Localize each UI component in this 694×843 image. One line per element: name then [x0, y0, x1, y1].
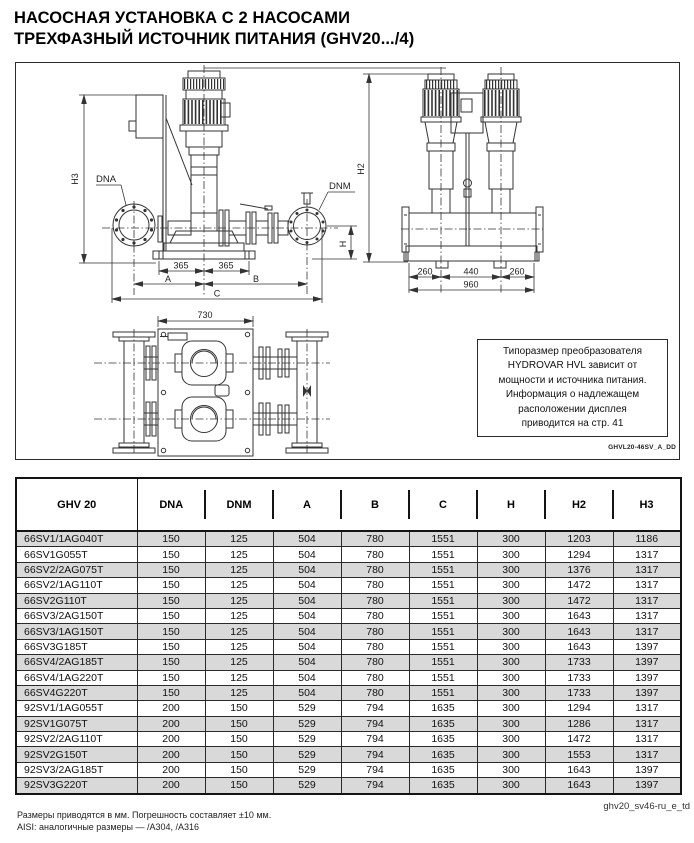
dimension-cell: 1317 — [613, 593, 681, 608]
dimension-cell: 780 — [341, 593, 409, 608]
model-cell: 66SV3/2AG150T — [16, 608, 137, 623]
dimension-cell: 300 — [477, 670, 545, 685]
dimension-cell: 150 — [137, 562, 205, 577]
dimension-cell: 1317 — [613, 547, 681, 562]
dimension-cell: 300 — [477, 639, 545, 654]
front-view-drawing — [102, 65, 446, 295]
dimension-cell: 504 — [273, 593, 341, 608]
dimension-cell: 1397 — [613, 655, 681, 670]
dimension-cell: 1551 — [409, 593, 477, 608]
dimension-cell: 1397 — [613, 778, 681, 794]
dimension-cell: 1635 — [409, 732, 477, 747]
dimension-cell: 125 — [205, 655, 273, 670]
dimension-cell: 504 — [273, 578, 341, 593]
dimension-cell: 1472 — [545, 732, 613, 747]
dna-label: DNA — [96, 174, 117, 185]
dimension-cell: 200 — [137, 701, 205, 716]
dimension-cell: 1635 — [409, 747, 477, 762]
dimension-cell: 150 — [137, 608, 205, 623]
note-line: HYDROVAR HVL зависит от — [507, 360, 638, 371]
header-c: C — [409, 478, 477, 531]
side-view-labels — [356, 163, 525, 289]
note-line: Информация о надлежащем — [505, 389, 640, 400]
dimension-cell: 504 — [273, 608, 341, 623]
dimension-cell: 504 — [273, 531, 341, 547]
dimension-cell: 504 — [273, 547, 341, 562]
dimension-cell: 1203 — [545, 531, 613, 547]
dimension-cell: 780 — [341, 578, 409, 593]
dimension-cell: 780 — [341, 639, 409, 654]
note-line: мощности и источника питания. — [498, 374, 647, 386]
drawing-id: GHVL20-46SV_A_DD — [608, 444, 676, 451]
dimension-cell: 125 — [205, 531, 273, 547]
dimension-cell: 794 — [341, 732, 409, 747]
dimension-cell: 1317 — [613, 701, 681, 716]
model-cell: 66SV1/1AG040T — [16, 531, 137, 547]
side-view-drawing — [401, 67, 544, 295]
note-line: расположении дисплея — [518, 403, 627, 415]
model-cell: 66SV3/1AG150T — [16, 624, 137, 639]
footer-notes — [17, 810, 271, 833]
dimension-cell: 150 — [137, 624, 205, 639]
dimension-cell: 504 — [273, 624, 341, 639]
header-h: H — [477, 478, 545, 531]
dimension-cell: 1551 — [409, 624, 477, 639]
dimension-cell: 1317 — [613, 747, 681, 762]
dimension-cell: 150 — [205, 716, 273, 731]
dimension-cell: 1294 — [545, 701, 613, 716]
dim-label-b: B — [252, 274, 260, 284]
dimension-cell: 200 — [137, 732, 205, 747]
dimension-cell: 1317 — [613, 732, 681, 747]
dimension-cell: 780 — [341, 655, 409, 670]
dimension-cell: 1733 — [545, 685, 613, 700]
dimension-cell: 125 — [205, 670, 273, 685]
dimension-cell: 300 — [477, 732, 545, 747]
dimension-cell: 125 — [205, 639, 273, 654]
dimension-cell: 1186 — [613, 531, 681, 547]
dim-label-960: 960 — [463, 279, 479, 290]
footer-note-1: Размеры приводятся в мм. Погрешность составляет ±10 мм. — [17, 810, 272, 820]
dimension-cell: 1376 — [545, 562, 613, 577]
table-row — [16, 593, 681, 608]
dimension-cell: 150 — [137, 670, 205, 685]
model-cell: 66SV2/1AG110T — [16, 578, 137, 593]
dim-label-a: A — [164, 274, 172, 284]
dimension-cell: 1553 — [545, 747, 613, 762]
model-cell: 66SV4/2AG185T — [16, 655, 137, 670]
dimension-cell: 300 — [477, 531, 545, 547]
dimension-cell: 1635 — [409, 716, 477, 731]
dimension-cell: 529 — [273, 762, 341, 777]
table-row — [16, 747, 681, 762]
drawing-frame — [15, 62, 680, 460]
table-row — [16, 624, 681, 639]
header-b: B — [341, 478, 409, 531]
table-row — [16, 716, 681, 731]
dim-label-260-left: 260 — [417, 266, 433, 277]
dimension-cell: 780 — [341, 531, 409, 547]
dimension-cell: 200 — [137, 747, 205, 762]
dim-label-h2: H2 — [356, 163, 366, 175]
model-cell: 66SV3G185T — [16, 639, 137, 654]
dimension-cell: 1643 — [545, 762, 613, 777]
dim-label-730: 730 — [197, 310, 213, 320]
dimension-cell: 504 — [273, 562, 341, 577]
dimension-cell: 1286 — [545, 716, 613, 731]
dimension-cell: 780 — [341, 624, 409, 639]
dimension-cell: 200 — [137, 762, 205, 777]
model-cell: 66SV4G220T — [16, 685, 137, 700]
dimension-cell: 300 — [477, 547, 545, 562]
dim-label-260-right: 260 — [509, 266, 525, 277]
dimension-cell: 125 — [205, 578, 273, 593]
dimension-cell: 300 — [477, 762, 545, 777]
header-ghv20: GHV 20 — [16, 478, 137, 531]
dimension-cell: 200 — [137, 716, 205, 731]
dimension-cell: 1551 — [409, 685, 477, 700]
dimension-cell: 150 — [205, 778, 273, 794]
dimension-cell: 1551 — [409, 608, 477, 623]
title-line-1: НАСОСНАЯ УСТАНОВКА С 2 НАСОСАМИ — [14, 9, 351, 27]
dimension-cell: 504 — [273, 670, 341, 685]
page-title — [14, 8, 414, 50]
dim-label-440: 440 — [463, 266, 479, 277]
dimension-cell: 504 — [273, 639, 341, 654]
dimension-cell: 1472 — [545, 578, 613, 593]
side-view-dimensions — [363, 74, 534, 293]
table-row — [16, 685, 681, 700]
header-dna: DNA — [137, 478, 205, 531]
dimension-cell: 780 — [341, 670, 409, 685]
dimension-cell: 150 — [137, 531, 205, 547]
dimension-cell: 1551 — [409, 547, 477, 562]
dimension-cell: 1472 — [545, 593, 613, 608]
dimension-cell: 780 — [341, 685, 409, 700]
dim-label-c: C — [213, 288, 221, 299]
dimension-cell: 1317 — [613, 716, 681, 731]
model-cell: 92SV3/2AG185T — [16, 762, 137, 777]
dimension-cell: 1397 — [613, 685, 681, 700]
dimension-cell: 780 — [341, 562, 409, 577]
model-cell: 66SV2/2AG075T — [16, 562, 137, 577]
model-cell: 92SV3G220T — [16, 778, 137, 794]
dimension-cell: 125 — [205, 624, 273, 639]
doc-code: ghv20_sv46-ru_e_td — [603, 801, 690, 812]
dimension-cell: 1551 — [409, 670, 477, 685]
dimension-cell: 300 — [477, 608, 545, 623]
dimension-cell: 1643 — [545, 608, 613, 623]
dimension-cell: 300 — [477, 624, 545, 639]
dimension-cell: 529 — [273, 778, 341, 794]
note-line: Типоразмер преобразователя — [503, 345, 642, 357]
plan-view-drawing — [94, 329, 330, 456]
dimension-cell: 1317 — [613, 578, 681, 593]
dimension-cell: 1317 — [613, 624, 681, 639]
dimension-cell: 794 — [341, 747, 409, 762]
dimension-cell: 125 — [205, 685, 273, 700]
dimension-cell: 1551 — [409, 639, 477, 654]
dnm-label: DNM — [329, 181, 351, 192]
dimension-cell: 780 — [341, 608, 409, 623]
table-row — [16, 639, 681, 654]
dimension-cell: 1643 — [545, 639, 613, 654]
dimension-cell: 529 — [273, 716, 341, 731]
dimension-cell: 125 — [205, 593, 273, 608]
header-a: A — [273, 478, 341, 531]
table-body — [16, 531, 681, 794]
dimension-cell: 1643 — [545, 778, 613, 794]
table-row — [16, 547, 681, 562]
dim-label-365-left: 365 — [173, 260, 189, 271]
dimension-cell: 300 — [477, 562, 545, 577]
model-cell: 66SV1G055T — [16, 547, 137, 562]
dimension-cell: 150 — [137, 655, 205, 670]
dimension-cell: 125 — [205, 562, 273, 577]
dimension-cell: 200 — [137, 778, 205, 794]
dim-label-h3: H3 — [70, 173, 80, 185]
dimension-cell: 150 — [137, 578, 205, 593]
dimension-cell: 300 — [477, 578, 545, 593]
dimension-cell: 794 — [341, 701, 409, 716]
header-dnm: DNM — [205, 478, 273, 531]
dimension-cell: 794 — [341, 762, 409, 777]
model-cell: 92SV2/2AG110T — [16, 732, 137, 747]
dimensions-table — [15, 477, 682, 795]
table-row — [16, 732, 681, 747]
dimension-cell: 1635 — [409, 778, 477, 794]
dimension-cell: 794 — [341, 778, 409, 794]
model-cell: 92SV1/1AG055T — [16, 701, 137, 716]
dimension-cell: 150 — [137, 639, 205, 654]
dimension-cell: 150 — [205, 762, 273, 777]
dimension-cell: 150 — [205, 701, 273, 716]
dimension-cell: 780 — [341, 547, 409, 562]
dim-label-h: H — [338, 240, 348, 248]
dimension-cell: 504 — [273, 655, 341, 670]
dimension-cell: 1294 — [545, 547, 613, 562]
dimension-cell: 300 — [477, 747, 545, 762]
dimension-cell: 300 — [477, 593, 545, 608]
dimension-cell: 529 — [273, 701, 341, 716]
table-row — [16, 670, 681, 685]
dimension-cell: 1551 — [409, 562, 477, 577]
dimension-cell: 300 — [477, 778, 545, 794]
dimension-cell: 125 — [205, 547, 273, 562]
dimension-cell: 1733 — [545, 670, 613, 685]
dimension-cell: 125 — [205, 608, 273, 623]
dimension-cell: 1317 — [613, 562, 681, 577]
table-header-row — [16, 478, 681, 531]
dimension-cell: 1551 — [409, 655, 477, 670]
dimension-cell: 1643 — [545, 624, 613, 639]
dimension-cell: 1397 — [613, 670, 681, 685]
model-cell: 92SV2G150T — [16, 747, 137, 762]
table-row — [16, 778, 681, 794]
dimension-cell: 1733 — [545, 655, 613, 670]
dimension-cell: 504 — [273, 685, 341, 700]
dimension-cell: 529 — [273, 747, 341, 762]
dimension-cell: 1635 — [409, 762, 477, 777]
dim-label-365-right: 365 — [218, 260, 234, 271]
dimension-cell: 150 — [205, 747, 273, 762]
dimension-cell: 1397 — [613, 639, 681, 654]
header-h2: H2 — [545, 478, 613, 531]
footer-note-2: AISI: аналогичные размеры — /A304, /A316 — [17, 821, 200, 832]
dimension-cell: 300 — [477, 655, 545, 670]
dimension-cell: 1317 — [613, 608, 681, 623]
model-cell: 92SV1G075T — [16, 716, 137, 731]
dimension-cell: 1635 — [409, 701, 477, 716]
model-cell: 66SV2G110T — [16, 593, 137, 608]
table-row — [16, 701, 681, 716]
dimension-cell: 1397 — [613, 762, 681, 777]
dimension-cell: 150 — [137, 593, 205, 608]
table-row — [16, 762, 681, 777]
dimension-cell: 1551 — [409, 531, 477, 547]
table-row — [16, 578, 681, 593]
table-row — [16, 608, 681, 623]
dimension-cell: 150 — [205, 732, 273, 747]
table-row — [16, 531, 681, 547]
dimension-cell: 529 — [273, 732, 341, 747]
note-line: приводится на стр. 41 — [521, 418, 624, 429]
header-h3: H3 — [613, 478, 681, 531]
model-cell: 66SV4/1AG220T — [16, 670, 137, 685]
dimension-cell: 300 — [477, 701, 545, 716]
dimension-cell: 150 — [137, 685, 205, 700]
dimension-cell: 794 — [341, 716, 409, 731]
table-row — [16, 562, 681, 577]
dimension-cell: 150 — [137, 547, 205, 562]
title-line-2: ТРЕХФАЗНЫЙ ИСТОЧНИК ПИТАНИЯ (GHV20.../4) — [14, 30, 415, 48]
dimension-cell: 300 — [477, 685, 545, 700]
dimension-cell: 1551 — [409, 578, 477, 593]
front-view-dimensions — [79, 95, 357, 303]
dimension-cell: 300 — [477, 716, 545, 731]
note-box — [477, 339, 668, 437]
table-row — [16, 655, 681, 670]
